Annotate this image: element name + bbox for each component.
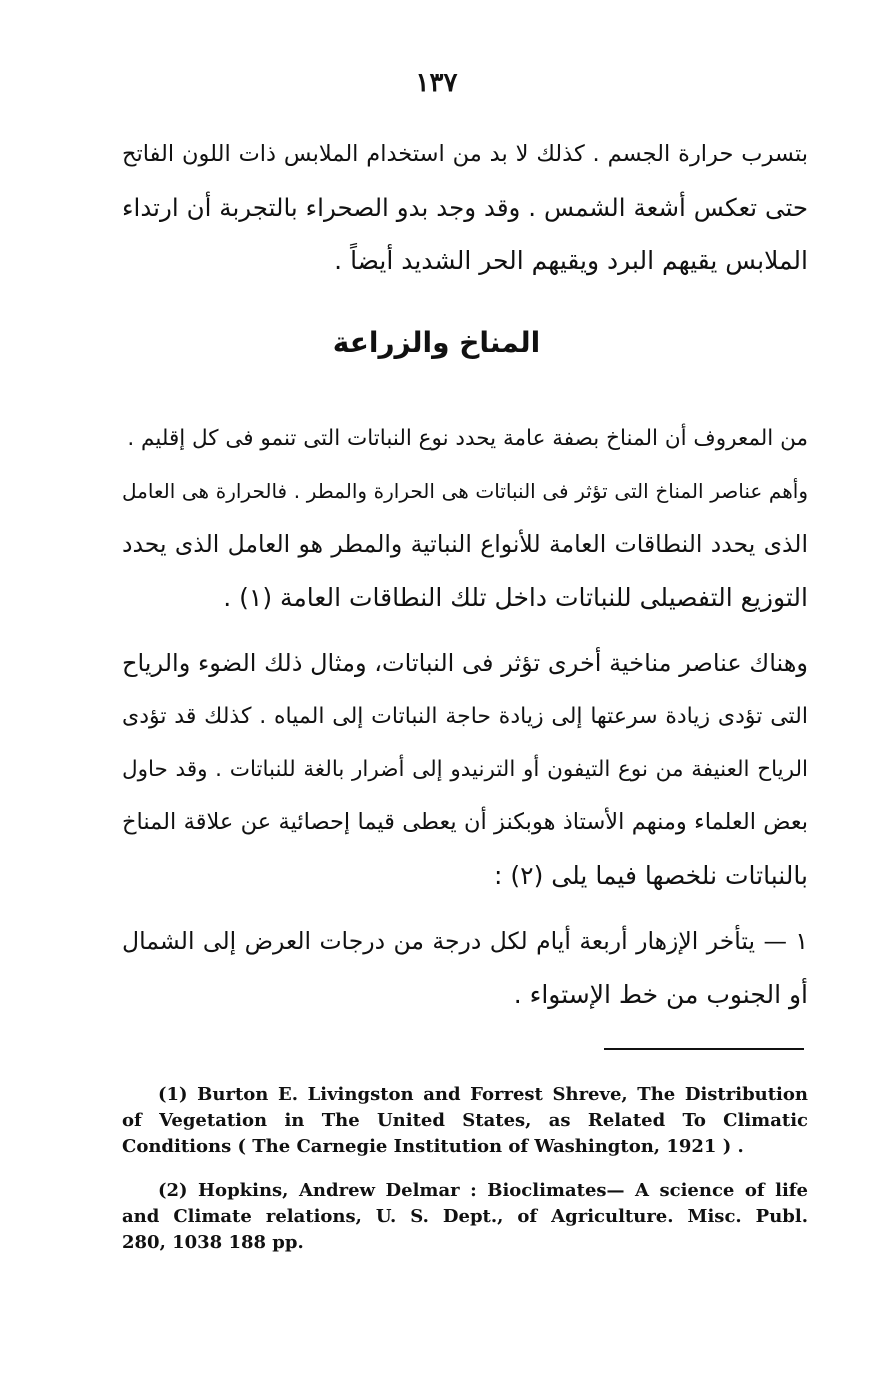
paragraph-line: الملابس يقيهم البرد ويقيهم الحر الشديد أيضاً . (334, 246, 808, 275)
footnote-line: of Vegetation in The United States, as Related To Climatic (122, 1110, 808, 1131)
page-number: ١٣٧ (415, 68, 458, 98)
footnote-2 (122, 1178, 808, 1256)
section-heading: المناخ والزراعة (332, 326, 541, 359)
paragraph-line: أو الجنوب من خط الإستواء . (513, 980, 808, 1009)
paragraph-line: وأهم عناصر المناخ التى تؤثر فى النباتات هى الحرارة والمطر . فالحرارة هى العامل (122, 479, 808, 503)
paragraph-line: من المعروف أن المناخ بصفة عامة يحدد نوع النباتات التى تنمو فى كل إقليم . (127, 426, 808, 451)
paragraph-line: ١ — يتأخر الإزهار أربعة أيام لكل درجة من درجات العرض إلى الشمال (122, 927, 808, 955)
paragraph-line: بتسرب حرارة الجسم . كذلك لا بد من استخدام الملابس ذات اللون الفاتح (122, 141, 808, 167)
paragraph-clothing-heat (122, 128, 808, 287)
paragraph-line: بالنباتات نلخصها فيما يلى (٢) : (494, 861, 808, 890)
paragraph-line: التى تؤدى زيادة سرعتها إلى زيادة حاجة النباتات إلى المياه . كذلك قد تؤدى (122, 704, 808, 729)
footnote-line: 280, 1038 188 pp. (122, 1232, 304, 1253)
footnote-line: (1) Burton E. Livingston and Forrest Shreve, The Distribution (158, 1084, 808, 1105)
paragraph-line: وهناك عناصر مناخية أخرى تؤثر فى النباتات، ومثال ذلك الضوء والرياح (122, 649, 808, 677)
footnote-separator (604, 1048, 804, 1050)
paragraph-line: الرياح العنيفة من نوع التيفون أو الترنيدو إلى أضرار بالغة للنباتات . وقد حاول (122, 757, 808, 782)
paragraph-line: التوزيع التفصيلى للنباتات داخل تلك النطاقات العامة (١) . (223, 583, 808, 612)
footnote-line: and Climate relations, U. S. Dept., of Agriculture. Misc. Publ. (122, 1206, 808, 1227)
footnote-line: (2) Hopkins, Andrew Delmar : Bioclimates— A science of life (158, 1180, 808, 1201)
numbered-item-1 (122, 915, 808, 1021)
paragraph-climate-vegetation (122, 412, 808, 624)
footnote-1 (122, 1082, 808, 1160)
paragraph-line: حتى تعكس أشعة الشمس . وقد وجد بدو الصحراء بالتجربة أن ارتداء (122, 193, 808, 222)
paragraph-line: الذى يحدد النطاقات العامة للأنواع النباتية والمطر هو العامل الذى يحدد (122, 530, 808, 558)
paragraph-line: بعض العلماء ومنهم الأستاذ هوبكنز أن يعطى قيما إحصائية عن علاقة المناخ (122, 809, 808, 835)
paragraph-other-elements (122, 637, 808, 902)
footnote-line: Conditions ( The Carnegie Institution of Washington, 1921 ) . (122, 1136, 744, 1157)
